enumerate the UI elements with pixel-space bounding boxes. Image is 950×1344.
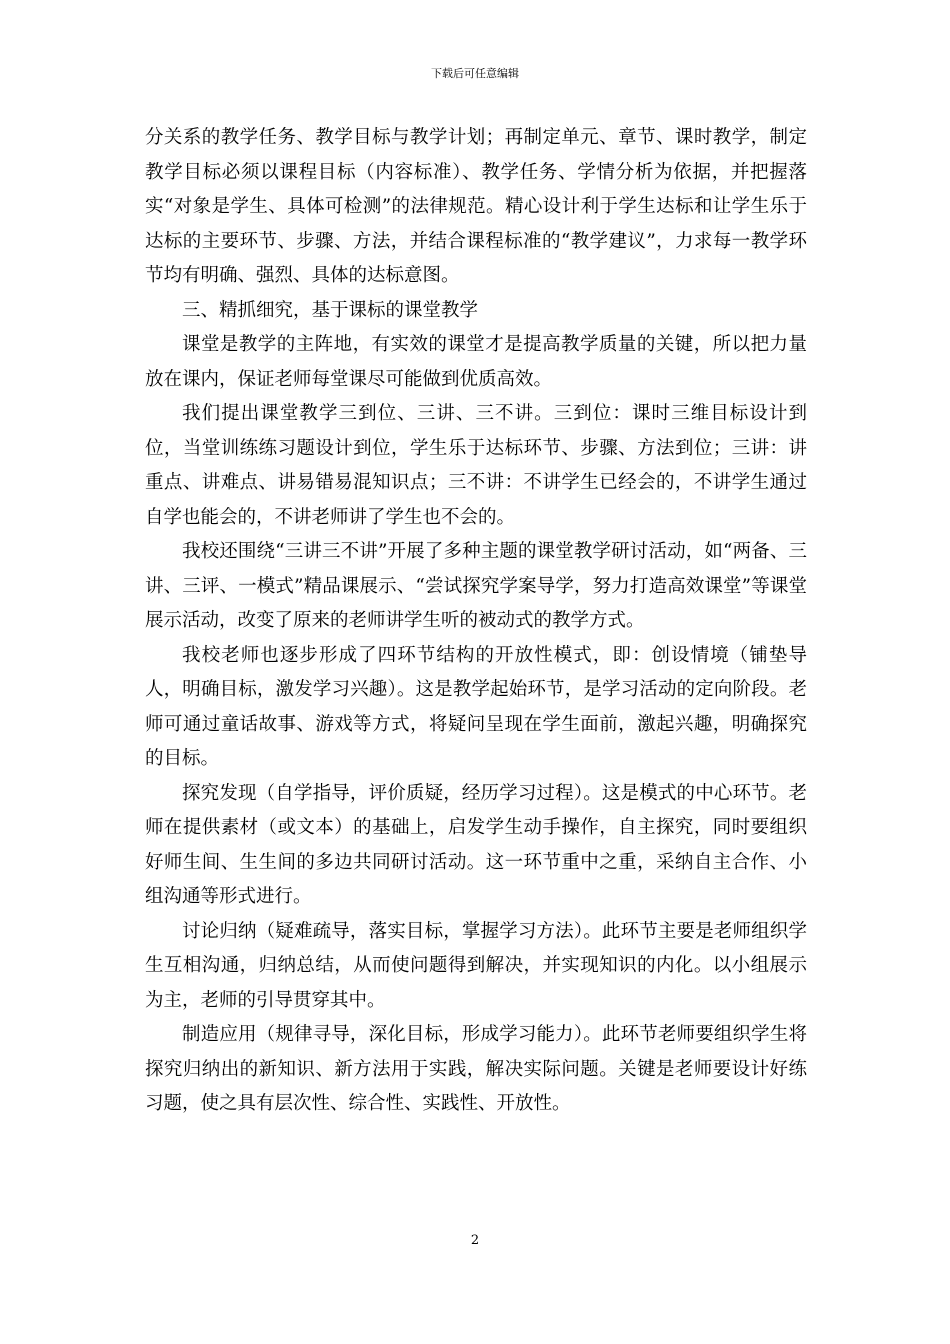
paragraph: 讨论归纳（疑难疏导，落实目标，掌握学习方法）。此环节主要是老师组织学生互相沟通，归纳总结，从而使问题得到解决，并实现知识的内化。以小组展示为主，老师的引导贯穿其中。 — [145, 920, 807, 1011]
paragraph: 我校老师也逐步形成了四环节结构的开放性模式，即：创设情境（铺垫导人，明确目标，激发学习兴趣）。这是教学起始环节，是学习活动的定向阶段。老师可通过童话故事、游戏等方式，将疑问呈现在学生面前，激起兴趣，明确探究的目标。 — [145, 644, 807, 769]
page-header: 下载后可任意编辑 — [431, 67, 519, 80]
paragraph-continuation: 分关系的教学任务、教学目标与教学计划；再制定单元、章节、课时教学，制定教学目标必须以课程目标（内容标准）、教学任务、学情分析为依据，并把握落实“对象是学生、具体可检测”的法律规范。精心设计利于学生达标和让学生乐于达标的主要环节、步骤、方法，并结合课程标准的“教学建议”，力求每一教学环节均有明确、强烈、具体的达标意图。 — [145, 127, 807, 286]
page-number: 2 — [470, 1233, 480, 1248]
section-heading: 三、精抓细究，基于课标的课堂教学 — [182, 299, 479, 321]
paragraph: 课堂是教学的主阵地，有实效的课堂才是提高教学质量的关键，所以把力量放在课内，保证老师每堂课尽可能做到优质高效。 — [145, 334, 807, 390]
document-body — [145, 121, 807, 1122]
paragraph: 制造应用（规律寻导，深化目标，形成学习能力）。此环节老师要组织学生将探究归纳出的新知识、新方法用于实践，解决实际问题。关键是老师要设计好练习题，使之具有层次性、综合性、实践性、开放性。 — [145, 1024, 807, 1114]
paragraph: 我校还围绕“三讲三不讲”开展了多种主题的课堂教学研讨活动，如“两备、三讲、三评、一模式”精品课展示、“尝试探究学案导学，努力打造高效课堂”等课堂展示活动，改变了原来的老师讲学生听的被动式的教学方式。 — [145, 541, 807, 631]
paragraph: 探究发现（自学指导，评价质疑，经历学习过程）。这是模式的中心环节。老师在提供素材（或文本）的基础上，启发学生动手操作，自主探究，同时要组织好师生间、生生间的多边共同研讨活动。这一环节重中之重，采纳自主合作、小组沟通等形式进行。 — [145, 782, 807, 907]
paragraph: 我们提出课堂教学三到位、三讲、三不讲。三到位：课时三维目标设计到位，当堂训练练习题设计到位，学生乐于达标环节、步骤、方法到位；三讲：讲重点、讲难点、讲易错易混知识点；三不讲：不讲学生已经会的，不讲学生通过自学也能会的，不讲老师讲了学生也不会的。 — [145, 403, 807, 528]
